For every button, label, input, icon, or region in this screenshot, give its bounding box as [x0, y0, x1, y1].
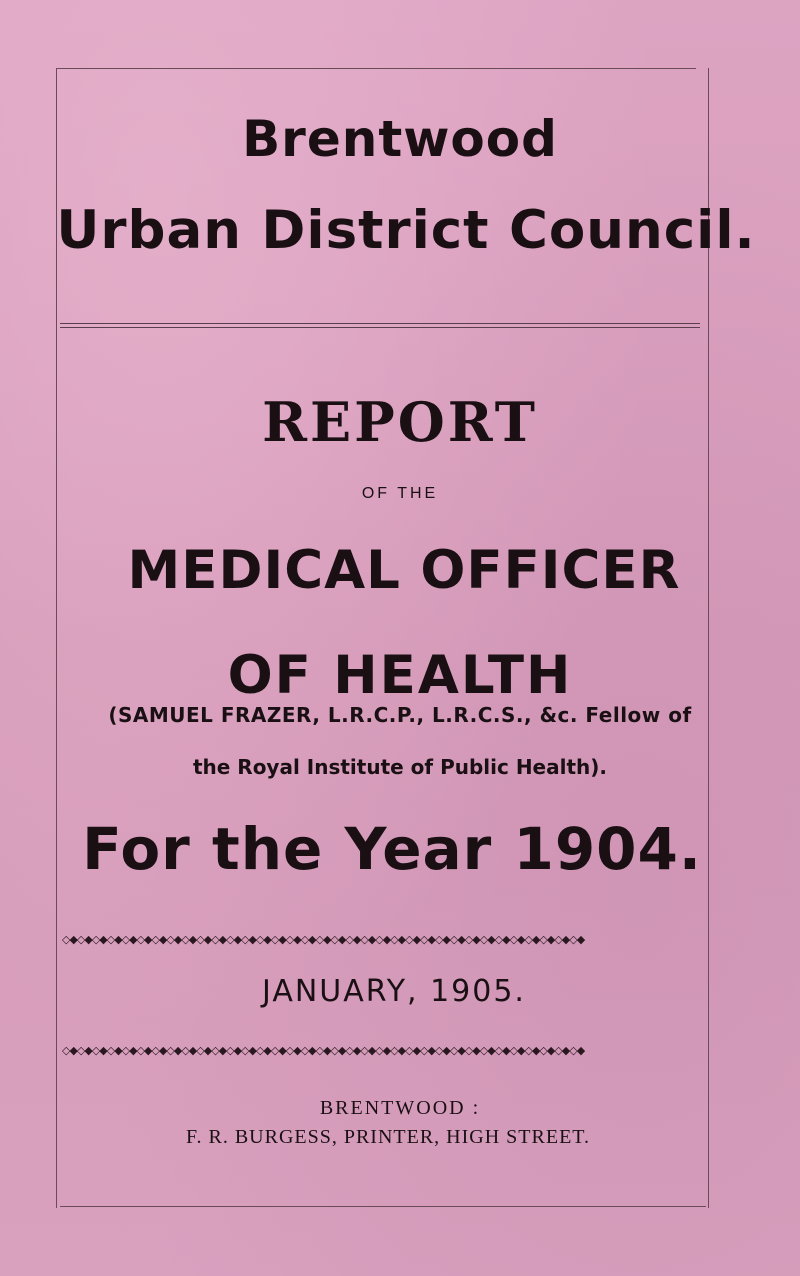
report-year: For the Year 1904.	[82, 815, 702, 883]
officer-title-line-1: MEDICAL OFFICER	[127, 540, 681, 601]
double-rule-divider	[60, 323, 700, 328]
publication-date: JANUARY, 1905.	[262, 974, 526, 1009]
frame-bottom-rule	[60, 1206, 706, 1207]
council-name-line-2: Urban District Council.	[56, 200, 756, 261]
council-name-line-1: Brentwood	[242, 110, 558, 168]
of-the-label: OF THE	[361, 485, 439, 502]
credentials-line-2: the Royal Institute of Public Health).	[192, 755, 608, 779]
officer-title-line-2: OF HEALTH	[227, 645, 573, 706]
ornamental-border-top: ◇◆◇◆◇◆◇◆◇◆◇◆◇◆◇◆◇◆◇◆◇◆◇◆◇◆◇◆◇◆◇◆◇◆◇◆◇◆◇◆◇◆◇◆◇◆◇◆◇◆◇◆◇◆◇◆◇◆◇◆◇◆◇◆◇◆◇◆◇◆	[62, 935, 585, 945]
imprint-printer: F. R. BURGESS, PRINTER, HIGH STREET.	[185, 1126, 591, 1148]
report-title: REPORT	[262, 390, 538, 454]
frame-top-rule	[56, 68, 696, 69]
ornamental-border-bottom: ◇◆◇◆◇◆◇◆◇◆◇◆◇◆◇◆◇◆◇◆◇◆◇◆◇◆◇◆◇◆◇◆◇◆◇◆◇◆◇◆◇◆◇◆◇◆◇◆◇◆◇◆◇◆◇◆◇◆◇◆◇◆◇◆◇◆◇◆◇◆	[62, 1046, 585, 1056]
credentials-line-1: (SAMUEL FRAZER, L.R.C.P., L.R.C.S., &c. Fellow of	[108, 703, 692, 727]
imprint-place: BRENTWOOD :	[319, 1097, 481, 1119]
